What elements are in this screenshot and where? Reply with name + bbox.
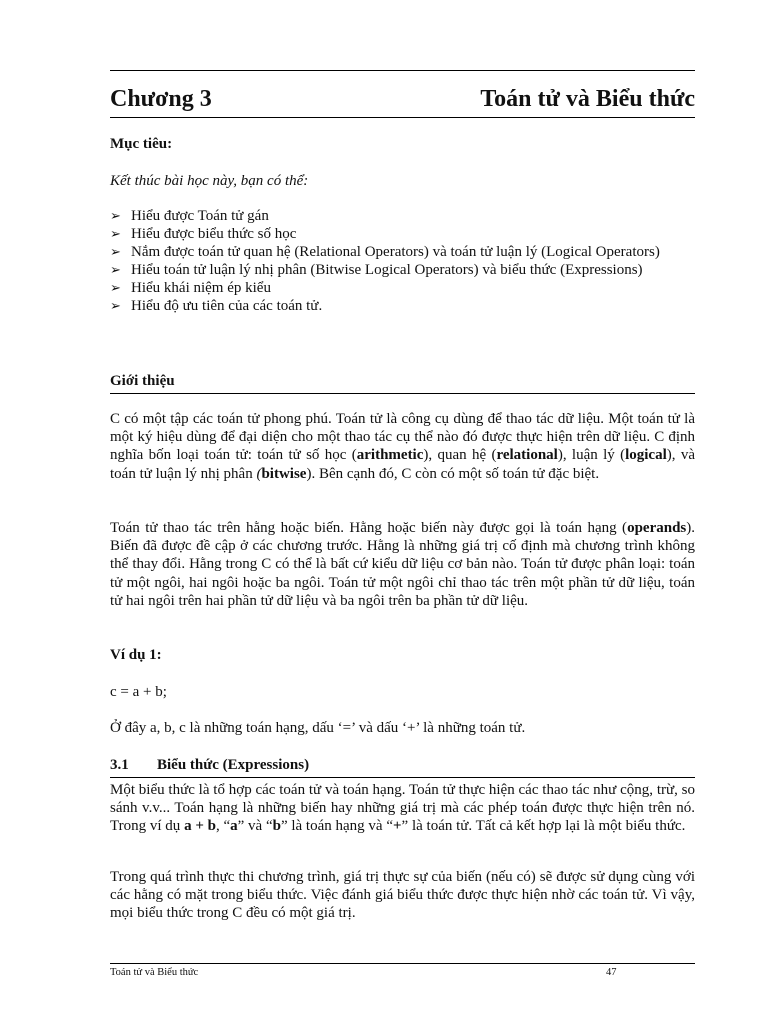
chapter-title: Toán tử và Biểu thức [480,86,695,112]
arrow-bullet-icon: ➢ [110,262,121,277]
intro-heading-rule [110,393,695,394]
objectives-heading: Mục tiêu: [110,136,173,152]
intro-paragraph-1: C có một tập các toán tử phong phú. Toán tử là công cụ dùng để thao tác dữ liệu. Một toán tử là một ký hiệu dùng để đại diện cho một thao tác cụ thể nào đó được thực hiện trên dữ liệu. C định nghĩa bốn loại toán tử: toán tử số học (arithmetic), quan hệ (relational), luận lý (logical), và toán tử luận lý nhị phân (bitwise). Bên cạnh đó, C còn có một số toán tử đặc biệt. [110,411,696,482]
list-item: ➢ Hiểu được biểu thức số học [110,226,297,242]
intro-paragraph-2: Toán tử thao tác trên hằng hoặc biến. Hằng hoặc biến này được gọi là toán hạng (operands). Biến đã được đề cập ở các chương trước. Hằng là những giá trị cố định mà chương trình không thể thay đổi. Hằng trong C có thể là bất cứ kiểu dữ liệu cơ bản nào. Toán tử được phân loại: toán tử một ngôi, hai ngôi hoặc ba ngôi. Toán tử một ngôi chỉ thao tác trên một phần tử dữ liệu, toán tử hai ngôi trên hai phần tử dữ liệu và ba ngôi trên ba phần tử dữ liệu. [110,520,695,609]
example-explanation: Ở đây a, b, c là những toán hạng, dấu ‘=’ và dấu ‘+’ là những toán tử. [110,720,526,736]
page-number: 47 [606,967,617,978]
section-3-1-paragraph-2: Trong quá trình thực thi chương trình, giá trị thực sự của biến (nếu có) sẽ được sử dụng cùng với các hằng có mặt trong biểu thức. Việc đánh giá biểu thức được thực hiện nhờ các toán tử. Vì vậy, mọi biểu thức trong C đều có một giá trị. [110,869,695,922]
chapter-header [110,86,695,120]
list-item: ➢ Hiểu khái niệm ép kiểu [110,280,271,296]
arrow-bullet-icon: ➢ [110,226,121,241]
example-heading: Ví dụ 1: [110,647,162,663]
header-bottom-rule [110,117,695,118]
objectives-intro: Kết thúc bài học này, bạn có thể: [110,173,309,189]
list-item: ➢ Hiểu được Toán tử gán [110,208,269,224]
arrow-bullet-icon: ➢ [110,280,121,295]
objectives-list [110,207,695,315]
arrow-bullet-icon: ➢ [110,208,121,223]
footer-title: Toán tử và Biểu thức [110,967,199,978]
section-number: 3.1 [110,757,129,773]
section-3-1-heading [110,757,695,774]
section-3-1-rule [110,777,695,778]
example-code: c = a + b; [110,684,167,700]
arrow-bullet-icon: ➢ [110,244,121,259]
footer-rule [110,963,695,964]
arrow-bullet-icon: ➢ [110,298,121,313]
section-title: Biểu thức (Expressions) [157,757,310,773]
chapter-label: Chương 3 [110,86,212,112]
section-3-1-paragraph-1: Một biểu thức là tổ hợp các toán tử và toán hạng. Toán tử thực hiện các thao tác như cộng, trừ, so sánh v.v... Toán hạng là những biến hay những giá trị mà các phép toán được thực hiện trên nó. Trong ví dụ a + b, “a” và “b” là toán hạng và “+” là toán tử. Tất cả kết hợp lại là một biểu thức. [110,782,695,835]
list-item: ➢ Hiểu toán tử luận lý nhị phân (Bitwise Logical Operators) và biểu thức (Expressions) [110,262,643,278]
list-item: ➢ Nắm được toán tử quan hệ (Relational Operators) và toán tử luận lý (Logical Operators) [110,244,660,260]
intro-heading: Giới thiệu [110,373,175,389]
list-item: ➢ Hiểu độ ưu tiên của các toán tử. [110,298,323,314]
header-top-rule [110,70,695,71]
page-footer [110,967,695,978]
